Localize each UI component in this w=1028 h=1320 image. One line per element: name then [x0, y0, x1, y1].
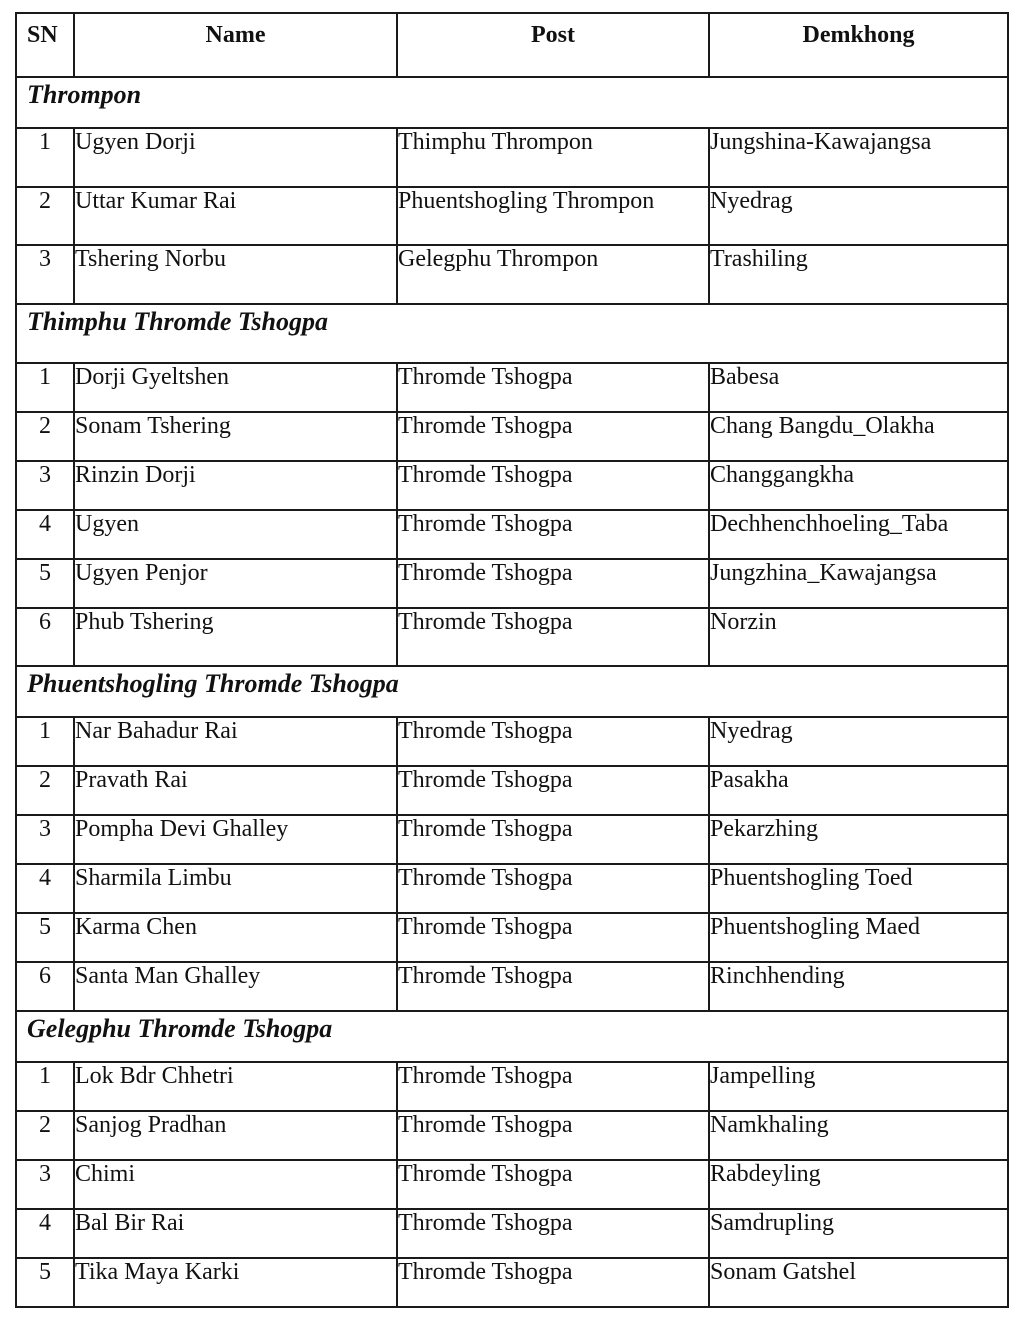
- cell-demkhong: Jampelling: [709, 1062, 1008, 1111]
- cell-post: Thromde Tshogpa: [397, 1209, 709, 1258]
- cell-demkhong: Phuentshogling Maed: [709, 913, 1008, 962]
- cell-demkhong: Samdrupling: [709, 1209, 1008, 1258]
- cell-post: Thromde Tshogpa: [397, 461, 709, 510]
- cell-demkhong: Namkhaling: [709, 1111, 1008, 1160]
- table-row: [16, 864, 1008, 913]
- header-name: Name: [74, 13, 397, 77]
- cell-name: Sanjog Pradhan: [74, 1111, 397, 1160]
- table-row: [16, 510, 1008, 559]
- cell-demkhong: Chang Bangdu_Olakha: [709, 412, 1008, 461]
- cell-post: Phuentshogling Thrompon: [397, 187, 709, 245]
- table-row: [16, 461, 1008, 510]
- cell-sn: 2: [16, 412, 74, 461]
- cell-post: Thromde Tshogpa: [397, 864, 709, 913]
- cell-demkhong: Sonam Gatshel: [709, 1258, 1008, 1307]
- cell-sn: 5: [16, 913, 74, 962]
- cell-demkhong: Jungzhina_Kawajangsa: [709, 559, 1008, 608]
- cell-name: Bal Bir Rai: [74, 1209, 397, 1258]
- members-table: [15, 12, 1009, 1308]
- cell-demkhong: Pasakha: [709, 766, 1008, 815]
- section-title: Thrompon: [16, 77, 1008, 128]
- table-row: [16, 1258, 1008, 1307]
- table-row: [16, 128, 1008, 187]
- header-row: [16, 13, 1008, 77]
- header-sn: SN: [16, 13, 74, 77]
- cell-name: Pompha Devi Ghalley: [74, 815, 397, 864]
- cell-sn: 2: [16, 1111, 74, 1160]
- cell-sn: 1: [16, 1062, 74, 1111]
- cell-demkhong: Changgangkha: [709, 461, 1008, 510]
- table-row: [16, 913, 1008, 962]
- cell-sn: 1: [16, 363, 74, 412]
- cell-name: Sonam Tshering: [74, 412, 397, 461]
- cell-sn: 2: [16, 187, 74, 245]
- table-row: [16, 608, 1008, 666]
- section-title: Gelegphu Thromde Tshogpa: [16, 1011, 1008, 1062]
- cell-sn: 6: [16, 608, 74, 666]
- cell-post: Thromde Tshogpa: [397, 412, 709, 461]
- cell-post: Thromde Tshogpa: [397, 608, 709, 666]
- cell-demkhong: Rinchhending: [709, 962, 1008, 1011]
- cell-post: Thromde Tshogpa: [397, 1258, 709, 1307]
- cell-post: Thromde Tshogpa: [397, 717, 709, 766]
- cell-post: Thromde Tshogpa: [397, 363, 709, 412]
- table-row: [16, 559, 1008, 608]
- cell-post: Thimphu Thrompon: [397, 128, 709, 187]
- cell-sn: 1: [16, 717, 74, 766]
- cell-name: Tika Maya Karki: [74, 1258, 397, 1307]
- cell-post: Thromde Tshogpa: [397, 962, 709, 1011]
- cell-name: Ugyen: [74, 510, 397, 559]
- header-post: Post: [397, 13, 709, 77]
- table-row: [16, 1209, 1008, 1258]
- cell-demkhong: Rabdeyling: [709, 1160, 1008, 1209]
- table-row: [16, 1111, 1008, 1160]
- cell-demkhong: Pekarzhing: [709, 815, 1008, 864]
- cell-sn: 3: [16, 1160, 74, 1209]
- table-row: [16, 187, 1008, 245]
- cell-name: Rinzin Dorji: [74, 461, 397, 510]
- table-row: [16, 245, 1008, 304]
- cell-demkhong: Nyedrag: [709, 717, 1008, 766]
- cell-name: Sharmila Limbu: [74, 864, 397, 913]
- cell-sn: 3: [16, 245, 74, 304]
- section-header: [16, 666, 1008, 717]
- section-header: [16, 304, 1008, 363]
- section-title: Thimphu Thromde Tshogpa: [16, 304, 1008, 363]
- cell-name: Tshering Norbu: [74, 245, 397, 304]
- table-row: [16, 412, 1008, 461]
- cell-sn: 1: [16, 128, 74, 187]
- cell-demkhong: Babesa: [709, 363, 1008, 412]
- cell-name: Karma Chen: [74, 913, 397, 962]
- cell-name: Santa Man Ghalley: [74, 962, 397, 1011]
- cell-demkhong: Jungshina-Kawajangsa: [709, 128, 1008, 187]
- cell-name: Uttar Kumar Rai: [74, 187, 397, 245]
- cell-demkhong: Dechhenchhoeling_Taba: [709, 510, 1008, 559]
- cell-post: Thromde Tshogpa: [397, 766, 709, 815]
- cell-post: Thromde Tshogpa: [397, 913, 709, 962]
- cell-post: Thromde Tshogpa: [397, 1062, 709, 1111]
- table-row: [16, 717, 1008, 766]
- cell-post: Thromde Tshogpa: [397, 1160, 709, 1209]
- cell-sn: 2: [16, 766, 74, 815]
- cell-sn: 5: [16, 559, 74, 608]
- header-demkhong: Demkhong: [709, 13, 1008, 77]
- table-row: [16, 363, 1008, 412]
- table-row: [16, 962, 1008, 1011]
- cell-post: Gelegphu Thrompon: [397, 245, 709, 304]
- cell-name: Phub Tshering: [74, 608, 397, 666]
- cell-name: Ugyen Penjor: [74, 559, 397, 608]
- cell-post: Thromde Tshogpa: [397, 559, 709, 608]
- table-row: [16, 1062, 1008, 1111]
- cell-sn: 4: [16, 1209, 74, 1258]
- cell-sn: 3: [16, 461, 74, 510]
- section-header: [16, 1011, 1008, 1062]
- cell-post: Thromde Tshogpa: [397, 510, 709, 559]
- cell-name: Lok Bdr Chhetri: [74, 1062, 397, 1111]
- cell-post: Thromde Tshogpa: [397, 815, 709, 864]
- section-header: [16, 77, 1008, 128]
- cell-sn: 6: [16, 962, 74, 1011]
- cell-demkhong: Norzin: [709, 608, 1008, 666]
- table-row: [16, 1160, 1008, 1209]
- cell-sn: 4: [16, 510, 74, 559]
- cell-post: Thromde Tshogpa: [397, 1111, 709, 1160]
- cell-name: Dorji Gyeltshen: [74, 363, 397, 412]
- cell-name: Ugyen Dorji: [74, 128, 397, 187]
- cell-demkhong: Nyedrag: [709, 187, 1008, 245]
- cell-name: Chimi: [74, 1160, 397, 1209]
- table-row: [16, 766, 1008, 815]
- cell-demkhong: Phuentshogling Toed: [709, 864, 1008, 913]
- cell-sn: 3: [16, 815, 74, 864]
- cell-name: Pravath Rai: [74, 766, 397, 815]
- cell-sn: 5: [16, 1258, 74, 1307]
- cell-demkhong: Trashiling: [709, 245, 1008, 304]
- table-row: [16, 815, 1008, 864]
- section-title: Phuentshogling Thromde Tshogpa: [16, 666, 1008, 717]
- cell-name: Nar Bahadur Rai: [74, 717, 397, 766]
- cell-sn: 4: [16, 864, 74, 913]
